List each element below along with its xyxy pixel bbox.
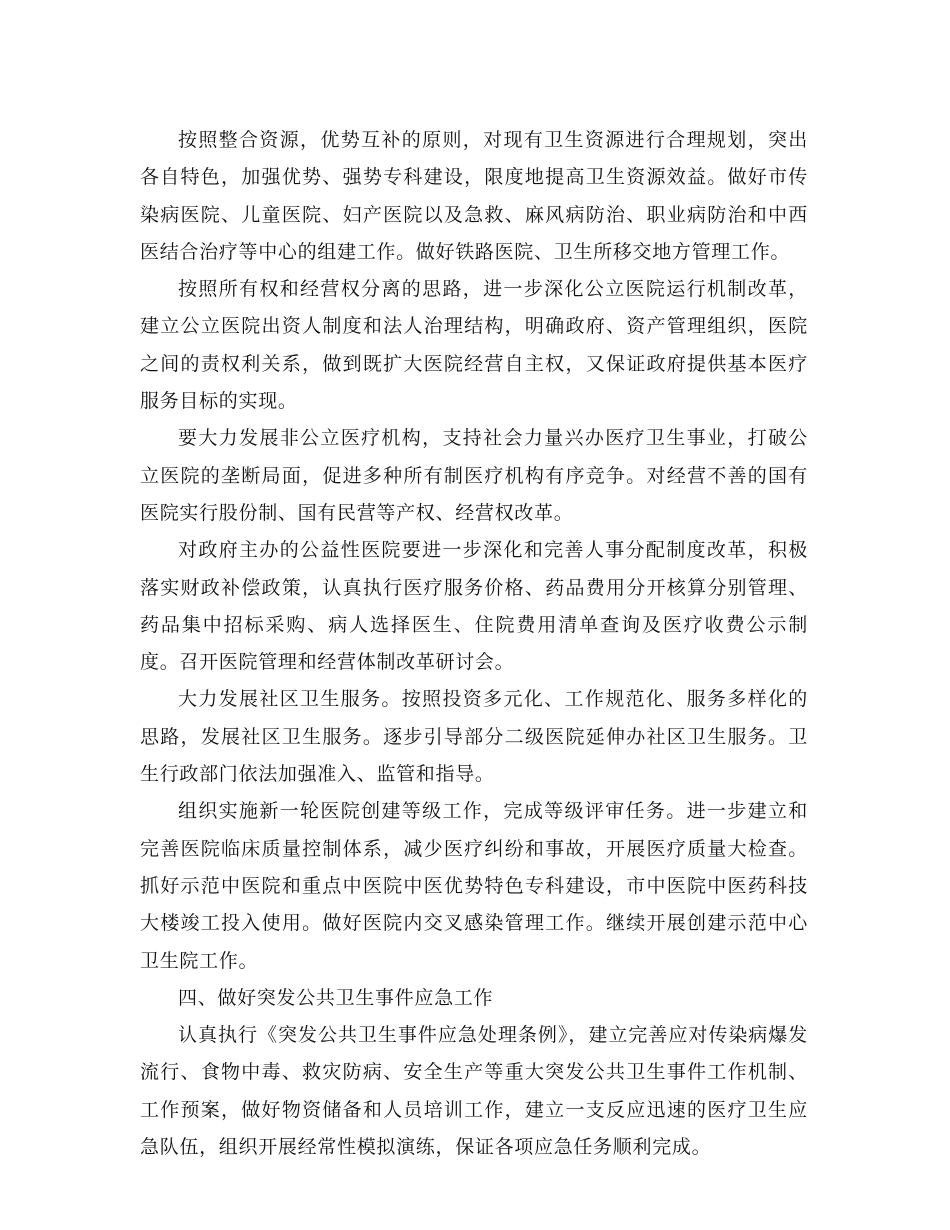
paragraph-emergency-regulations: 认真执行《突发公共卫生事件应急处理条例》，建立完善应对传染病爆发流行、食物中毒、救灾防病、安全生产等重大突发公共卫生事件工作机制、工作预案，做好物资储备和人员培训工作，建立一支反应迅速的医疗卫生应急队伍，组织开展经常性模拟演练，保证各项应急任务顺利完成。 xyxy=(140,1024,808,1159)
paragraph-public-welfare-hospitals: 对政府主办的公益性医院要进一步深化和完善人事分配制度改革，积极落实财政补偿政策，认真执行医疗服务价格、药品费用分开核算分别管理、药品集中招标采购、病人选择医生、住院费用清单查询及医疗收费公示制度。召开医院管理和经营体制改革研讨会。 xyxy=(140,539,808,674)
paragraph-hospital-grading: 组织实施新一轮医院创建等级工作，完成等级评审任务。进一步建立和完善医院临床质量控制体系，减少医疗纠纷和事故，开展医疗质量大检查。抓好示范中医院和重点中医院中医优势特色专科建设，市中医院中医药科技大楼竣工投入使用。做好医院内交叉感染管理工作。继续开展创建示范中心卫生院工作。 xyxy=(140,800,808,972)
document-body xyxy=(140,122,808,1166)
paragraph-resource-integration: 按照整合资源，优势互补的原则，对现有卫生资源进行合理规划，突出各自特色，加强优势、强势专科建设，限度地提高卫生资源效益。做好市传染病医院、儿童医院、妇产医院以及急救、麻风病防治、职业病防治和中西医结合治疗等中心的组建工作。做好铁路医院、卫生所移交地方管理工作。 xyxy=(140,129,808,263)
paragraph-private-medical-institutions: 要大力发展非公立医疗机构，支持社会力量兴办医疗卫生事业，打破公立医院的垄断局面，促进多种所有制医疗机构有序竞争。对经营不善的国有医院实行股份制、国有民营等产权、经营权改革。 xyxy=(140,427,808,524)
paragraph-hospital-reform: 按照所有权和经营权分离的思路，进一步深化公立医院运行机制改革，建立公立医院出资人制度和法人治理结构，明确政府、资产管理组织，医院之间的责权利关系，做到既扩大医院经营自主权，又保证政府提供基本医疗服务目标的实现。 xyxy=(140,278,808,413)
paragraph-community-health-services: 大力发展社区卫生服务。按照投资多元化、工作规范化、服务多样化的思路，发展社区卫生服务。逐步引导部分二级医院延伸办社区卫生服务。卫生行政部门依法加强准入、监管和指导。 xyxy=(140,688,808,786)
section-heading-emergency-response: 四、做好突发公共卫生事件应急工作 xyxy=(178,986,494,1009)
